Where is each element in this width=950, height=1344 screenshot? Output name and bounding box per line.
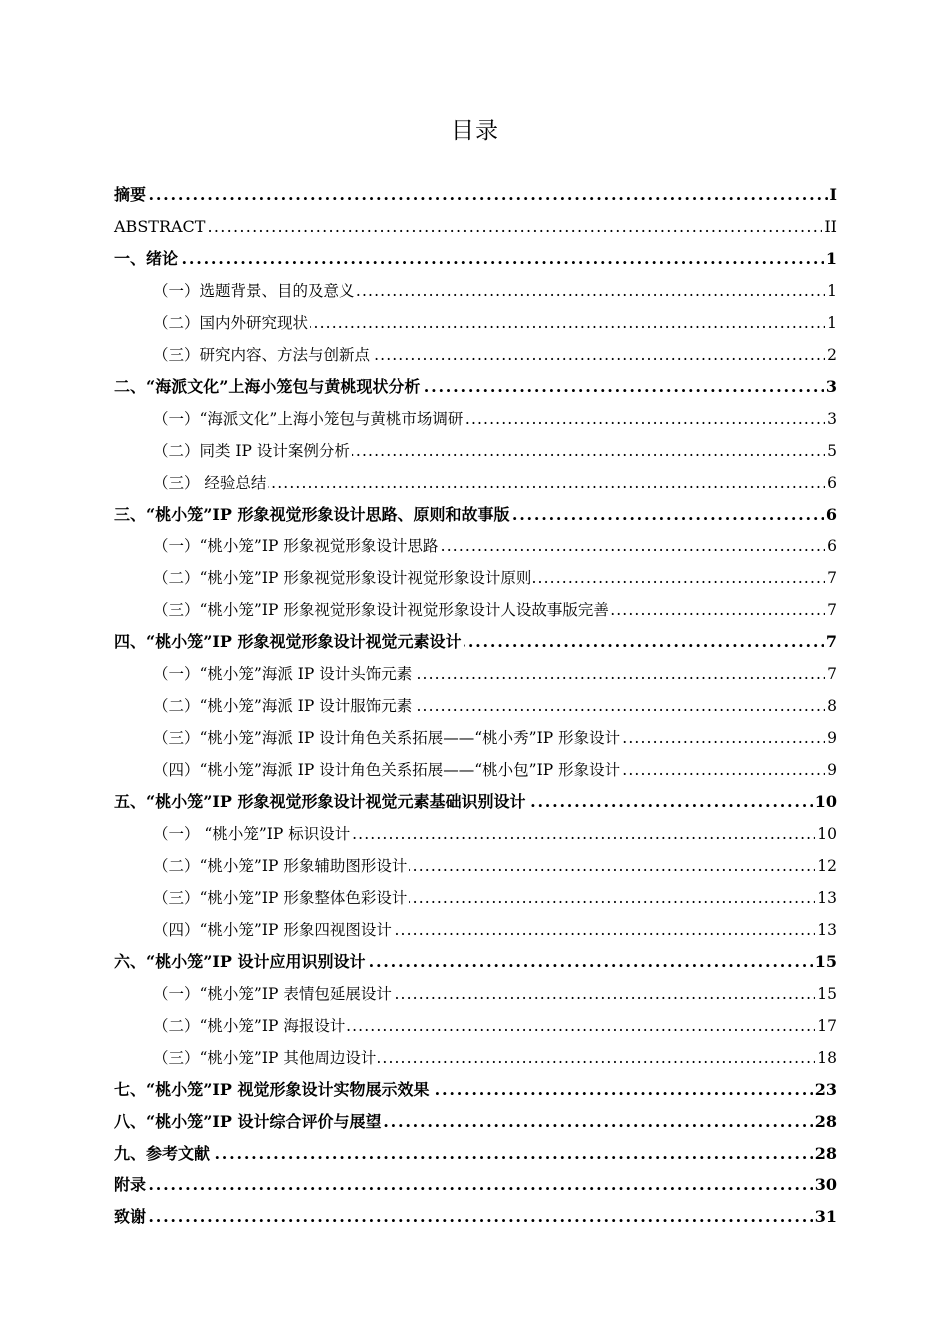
toc-page-number: 28: [814, 1112, 837, 1131]
toc-entry-label: （一）“桃小笼”IP 形象视觉形象设计思路: [153, 537, 439, 555]
toc-entry-label: （三）“桃小笼”IP 形象整体色彩设计: [153, 889, 408, 907]
toc-entry-label: （一） “桃小笼”IP 标识设计: [153, 825, 351, 843]
toc-dot-leader: [357, 281, 826, 301]
toc-entry-label: （一）“桃小笼”IP 表情包延展设计: [153, 985, 392, 1003]
toc-dot-leader: [347, 1016, 815, 1036]
toc-subentry[interactable]: [153, 403, 837, 429]
toc-entry[interactable]: [114, 786, 837, 812]
toc-entry[interactable]: [114, 626, 837, 652]
toc-subentry[interactable]: [153, 467, 837, 493]
toc-page-number: 3: [825, 377, 837, 396]
toc-page-number: 7: [827, 569, 837, 587]
toc-page-number: 31: [814, 1207, 837, 1226]
toc-subentry[interactable]: [153, 690, 837, 716]
toc-dot-leader: [372, 345, 825, 365]
toc-subentry[interactable]: [153, 754, 837, 780]
toc-dot-leader: [611, 600, 825, 620]
toc-subentry[interactable]: [153, 562, 837, 588]
toc-page-number: 1: [827, 314, 837, 332]
toc-entry-label: （二）“桃小笼”IP 形象视觉形象设计视觉形象设计原则: [153, 569, 532, 587]
toc-entry[interactable]: [114, 371, 837, 397]
toc-subentry[interactable]: [153, 530, 837, 556]
toc-dot-leader: [268, 473, 825, 493]
toc-entry[interactable]: [114, 179, 837, 205]
toc-subentry[interactable]: [153, 914, 837, 940]
toc-dot-leader: [368, 952, 813, 972]
toc-entry-label: （四）“桃小笼”海派 IP 设计角色关系拓展——“桃小包”IP 形象设计: [153, 761, 621, 779]
toc-page-number: 18: [817, 1049, 837, 1067]
toc-page-number: 8: [827, 697, 837, 715]
toc-subentry[interactable]: [153, 339, 837, 365]
toc-dot-leader: [512, 505, 824, 525]
toc-page-number: 6: [825, 505, 837, 524]
toc-subentry[interactable]: [153, 882, 837, 908]
toc-entry-label: （二）“桃小笼”IP 形象辅助图形设计: [153, 857, 408, 875]
toc-entry-label: ABSTRACT: [114, 217, 206, 236]
toc-subentry[interactable]: [153, 594, 837, 620]
toc-entry-label: 九、参考文献: [114, 1144, 211, 1163]
toc-subentry[interactable]: [153, 978, 837, 1004]
toc-dot-leader: [440, 536, 825, 556]
toc-dot-leader: [528, 792, 813, 812]
toc-entry-label: 八、“桃小笼”IP 设计综合评价与展望: [114, 1112, 382, 1131]
toc-page-number: 10: [814, 792, 837, 811]
toc-entry-label: 六、“桃小笼”IP 设计应用识别设计: [114, 952, 366, 971]
toc-page-number: 17: [817, 1017, 837, 1035]
toc-entry-label: （一）“桃小笼”海派 IP 设计头饰元素: [153, 665, 413, 683]
toc-entry-label: （二）国内外研究现状: [153, 314, 309, 332]
page-title: 目录: [451, 118, 499, 144]
toc-entry[interactable]: [114, 1138, 837, 1164]
toc-entry[interactable]: [114, 499, 837, 525]
toc-entry-label: （一）“海派文化”上海小笼包与黄桃市场调研: [153, 410, 464, 428]
toc-subentry[interactable]: [153, 722, 837, 748]
toc-dot-leader: [533, 568, 825, 588]
toc-subentry[interactable]: [153, 435, 837, 461]
toc-entry-label: （三）“桃小笼”IP 形象视觉形象设计视觉形象设计人设故事版完善: [153, 601, 609, 619]
toc-page-number: 7: [825, 632, 837, 651]
toc-page-number: I: [829, 185, 837, 204]
toc-entry-label: （三）“桃小笼”IP 其他周边设计: [153, 1049, 377, 1067]
toc-entry-label: 致谢: [114, 1207, 147, 1226]
toc-entry-label: （三） 经验总结: [153, 474, 267, 492]
toc-entry-label: （二）“桃小笼”IP 海报设计: [153, 1017, 346, 1035]
toc-entry-label: 七、“桃小笼”IP 视觉形象设计实物展示效果: [114, 1080, 430, 1099]
toc-dot-leader: [432, 1080, 813, 1100]
toc-entry[interactable]: [114, 1169, 837, 1195]
toc-page-number: 10: [817, 825, 837, 843]
toc-page-number: 7: [827, 601, 837, 619]
toc-dot-leader: [622, 728, 825, 748]
toc-subentry[interactable]: [153, 1042, 837, 1068]
toc-entry-label: 附录: [114, 1175, 147, 1194]
toc-dot-leader: [465, 409, 825, 429]
toc-page-number: 9: [827, 761, 837, 779]
toc-dot-leader: [310, 313, 825, 333]
toc-entry-label: （四）“桃小笼”IP 形象四视图设计: [153, 921, 392, 939]
toc-page-number: II: [824, 217, 837, 236]
toc-page-number: 5: [827, 442, 837, 460]
toc-page-number: 6: [827, 474, 837, 492]
toc-dot-leader: [414, 664, 825, 684]
toc-entry-label: 摘要: [114, 185, 147, 204]
toc-entry-label: 一、绪论: [114, 249, 179, 268]
toc-dot-leader: [414, 696, 825, 716]
toc-entry-label: （三）“桃小笼”海派 IP 设计角色关系拓展——“桃小秀”IP 形象设计: [153, 729, 621, 747]
toc-page-number: 6: [827, 537, 837, 555]
toc-subentry[interactable]: [153, 275, 837, 301]
toc-entry-label: 五、“桃小笼”IP 形象视觉形象设计视觉元素基础识别设计: [114, 792, 526, 811]
toc-dot-leader: [622, 760, 825, 780]
toc-page-number: 13: [817, 889, 837, 907]
toc-page-number: 12: [817, 857, 837, 875]
toc-page-number: 15: [817, 985, 837, 1003]
toc-entry-label: （二）“桃小笼”海派 IP 设计服饰元素: [153, 697, 413, 715]
toc-dot-leader: [352, 824, 815, 844]
toc-entry-label: （三）研究内容、方法与创新点: [153, 346, 371, 364]
toc-page-number: 1: [827, 282, 837, 300]
toc-page-number: 28: [814, 1144, 837, 1163]
toc-subentry[interactable]: [153, 850, 837, 876]
toc-dot-leader: [180, 249, 824, 269]
toc-page-number: 15: [814, 952, 837, 971]
toc-subentry[interactable]: [153, 658, 837, 684]
toc-dot-leader: [464, 632, 824, 652]
toc-dot-leader: [352, 441, 825, 461]
toc-dot-leader: [212, 1144, 813, 1164]
toc-entry-label: （二）同类 IP 设计案例分析: [153, 442, 350, 460]
toc-dot-leader: [148, 1175, 813, 1195]
toc-page-number: 30: [814, 1175, 837, 1194]
toc-subentry[interactable]: [153, 1010, 837, 1036]
toc-entry-label: （一）选题背景、目的及意义: [153, 282, 355, 300]
toc-entry[interactable]: [114, 1074, 837, 1100]
toc-dot-leader: [394, 920, 815, 940]
toc-dot-leader: [422, 377, 823, 397]
toc-entry-label: 四、“桃小笼”IP 形象视觉形象设计视觉元素设计: [114, 632, 462, 651]
toc-dot-leader: [384, 1112, 813, 1132]
toc-entry-label: 二、“海派文化”上海小笼包与黄桃现状分析: [114, 377, 421, 396]
toc-entry[interactable]: [114, 946, 837, 972]
toc-page-number: 23: [814, 1080, 837, 1099]
toc-entry[interactable]: [114, 243, 837, 269]
toc-dot-leader: [207, 217, 822, 237]
toc-dot-leader: [148, 1207, 813, 1227]
toc-dot-leader: [394, 984, 815, 1004]
toc-page-number: 9: [827, 729, 837, 747]
toc-entry[interactable]: [114, 1201, 837, 1227]
toc-dot-leader: [409, 888, 815, 908]
toc-page-number: 1: [825, 249, 837, 268]
toc-dot-leader: [148, 185, 828, 205]
toc-entry[interactable]: [114, 1106, 837, 1132]
toc-subentry[interactable]: [153, 818, 837, 844]
toc-page-number: 13: [817, 921, 837, 939]
toc-dot-leader: [409, 856, 815, 876]
toc-page-number: 7: [827, 665, 837, 683]
toc-entry[interactable]: [114, 211, 837, 237]
toc-subentry[interactable]: [153, 307, 837, 333]
toc-page-number: 2: [827, 346, 837, 364]
toc-dot-leader: [378, 1048, 815, 1068]
toc-entry-label: 三、“桃小笼”IP 形象视觉形象设计思路、原则和故事版: [114, 505, 510, 524]
toc-page-number: 3: [827, 410, 837, 428]
